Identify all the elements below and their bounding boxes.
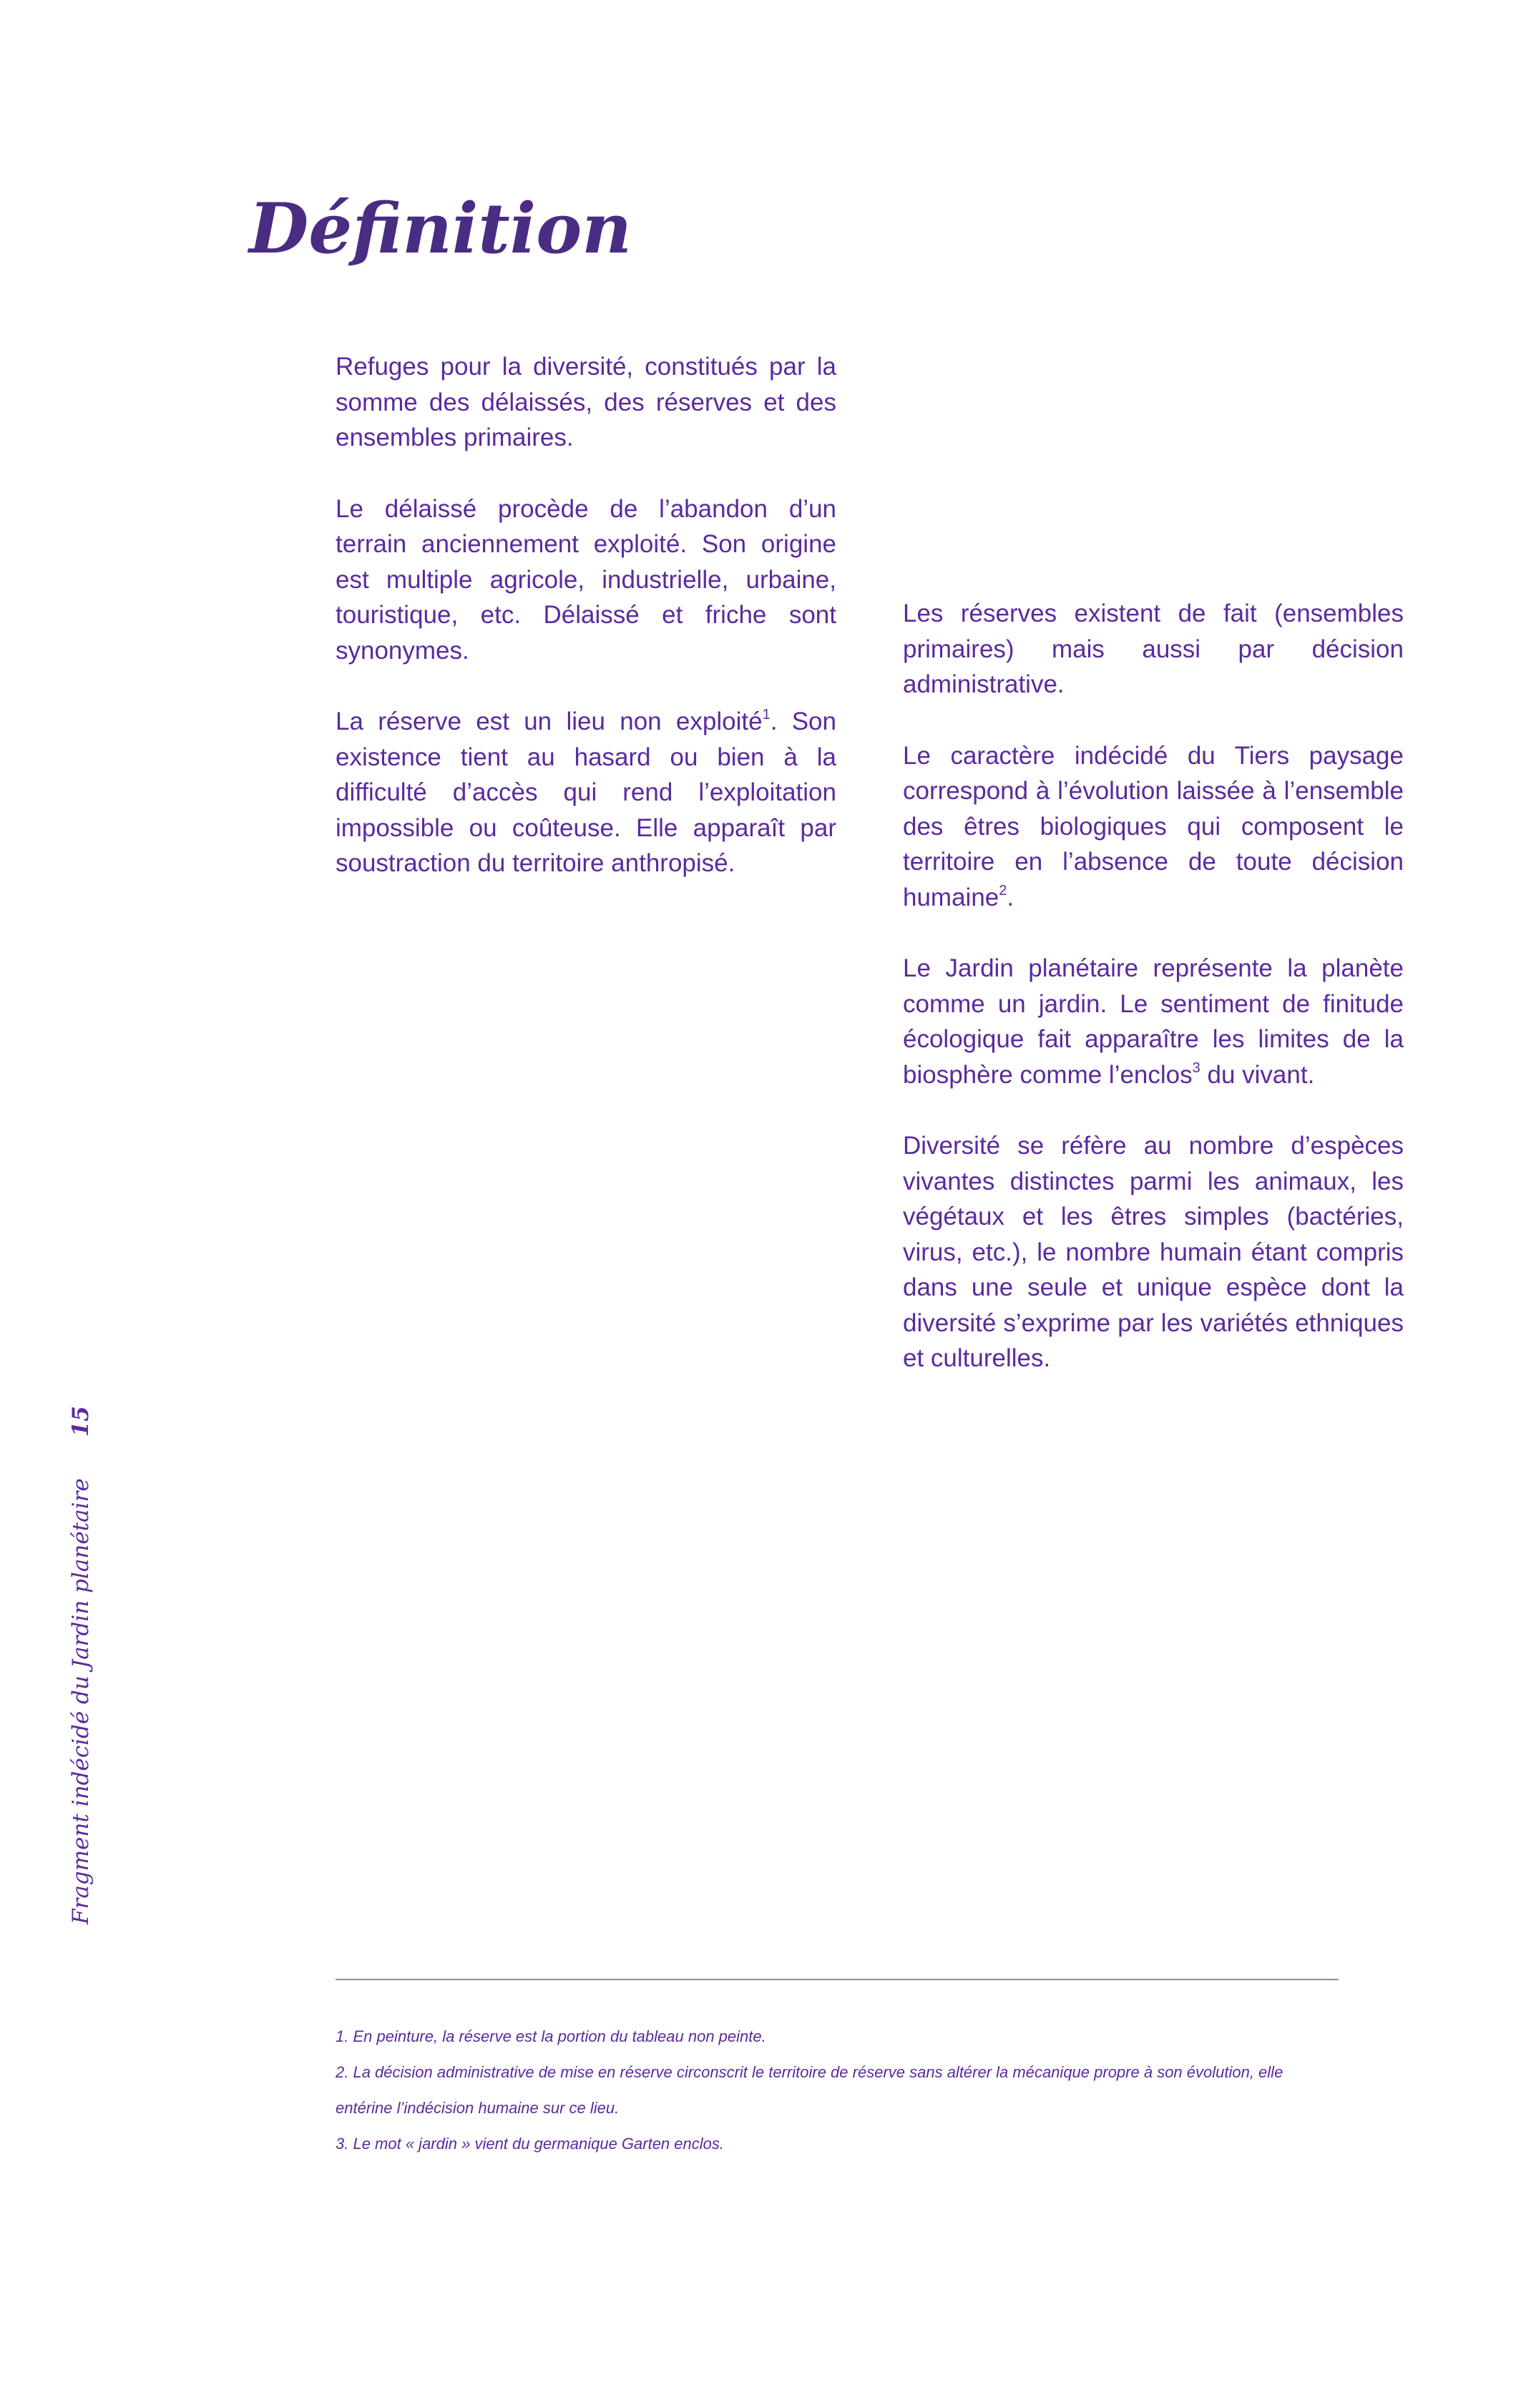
paragraph-text: du vivant. <box>1200 1060 1315 1089</box>
paragraph-tiers-paysage <box>903 738 1404 916</box>
running-head <box>68 1406 94 1924</box>
footnote-ref[interactable]: 2 <box>999 882 1007 899</box>
footnote-ref[interactable]: 3 <box>1192 1059 1200 1076</box>
left-column <box>336 349 836 917</box>
page-title: Définition <box>249 188 632 269</box>
footnote-3: 3. Le mot « jardin » vient du germanique Garten enclos. <box>336 2135 724 2153</box>
footnotes <box>336 2019 1339 2162</box>
paragraph-text: . <box>1007 883 1014 911</box>
paragraph-definition: Refuges pour la diversité, constitués par la somme des délaissés, des réserves et des ensembles primaires. <box>336 353 836 451</box>
paragraph-delaisse: Le délaissé procède de l’abandon d’un terrain anciennement exploité. Son origine est multiple agricole, industrielle, urbaine, touristique, etc. Délaissé et friche sont synonymes. <box>336 494 836 665</box>
paragraph-text: La réserve est un lieu non exploité <box>336 708 763 735</box>
page-number: 15 <box>68 1406 94 1437</box>
paragraph-text: Le caractère indécidé du Tiers paysage correspond à l’évolution laissée à l’ensemble des êtres biologiques qui composent le territoire en l’absence de toute décision humaine <box>903 741 1404 911</box>
footnote-2: 2. La décision administrative de mise en réserve circonscrit le territoire de réserve sans altérer la mécanique propre à son évolution, elle entérine l’indécision humaine sur ce lieu. <box>336 2063 1283 2117</box>
paragraph-diversite: Diversité se réfère au nombre d’espèces vivantes distinctes parmi les animaux, les végétaux et les êtres simples (bactéries, virus, etc.), le nombre humain étant compris dans une seule et unique espèce dont la diversité s’exprime par les variétés ethniques et culturelles. <box>903 1132 1404 1372</box>
footnote-ref[interactable]: 1 <box>762 707 771 723</box>
footnote-divider <box>336 1979 1339 1980</box>
paragraph-jardin-planetaire <box>903 951 1404 1092</box>
paragraph-reserves-fait: Les réserves existent de fait (ensembles primaires) mais aussi par décision administrative. <box>903 599 1404 698</box>
paragraph-text: . Son existence tient au hasard ou bien à la difficulté d’accès qui rend l’exploitation impossible ou coûteuse. Elle apparaît par soustraction du territoire anthropisé. <box>336 708 836 877</box>
running-head-book-title: Fragment indécidé du Jardin planétaire <box>68 1478 94 1924</box>
paragraph-reserve <box>336 704 836 881</box>
right-column <box>903 596 1404 1412</box>
footnote-1: 1. En peinture, la réserve est la portion du tableau non peinte. <box>336 2027 766 2045</box>
paragraph-text: Le Jardin planétaire représente la planète comme un jardin. Le sentiment de finitude écologique fait apparaître les limites de la biosphère comme l’enclos <box>903 954 1404 1089</box>
